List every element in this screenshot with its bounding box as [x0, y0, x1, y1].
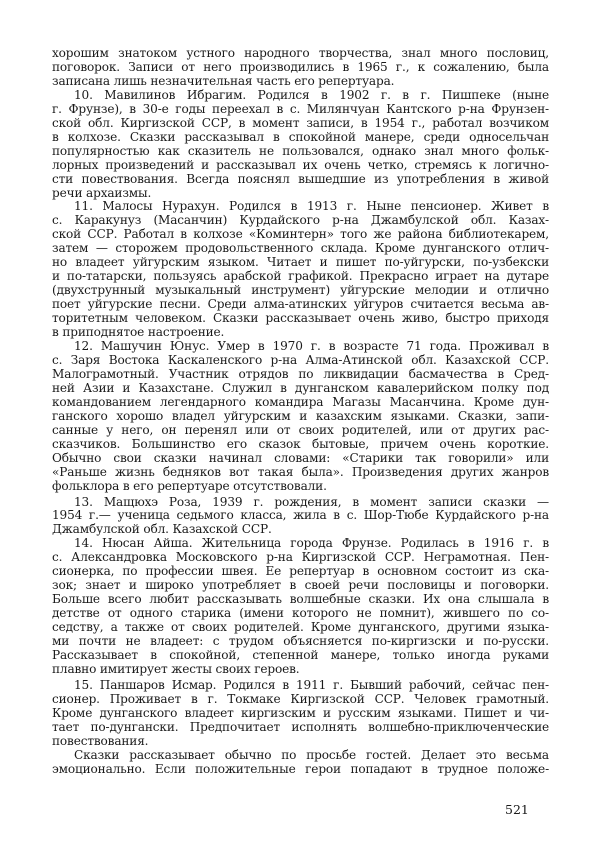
text-line: 13. Мащюхэ Роза, 1939 г. рождения, в момент записи сказки —: [74, 494, 549, 509]
text-line: 11. Малосы Нурахун. Родился в 1913 г. Ныне пенсионер. Живет в: [74, 199, 549, 214]
text-line: с. Каракунуз (Масанчин) Курдайского р-на Джамбулской обл. Казах-: [52, 213, 549, 228]
text-line: 14. Нюсан Айша. Жительница города Фрунзе. Родилась в 1916 г. в: [74, 536, 549, 551]
text-line: зок; знает и широко употребляет в своей речи пословицы и поговорки.: [52, 578, 549, 593]
paragraph-entry-10: [52, 89, 549, 201]
text-line: санные у него, он перенял или от своих родителей, или от других рас-: [52, 422, 549, 437]
document-body: [52, 47, 549, 777]
text-line: Джамбулской обл. Казахской ССР.: [52, 522, 272, 537]
text-line: командованием легендарного командира Магазы Масанчина. Кроме дун-: [52, 394, 549, 409]
text-line: торитетным человеком. Сказки рассказывает очень живо, быстро приходя: [52, 311, 549, 326]
paragraph-entry-13: [52, 496, 549, 538]
text-line: ганского хорошо владел уйгурским и казахским языками. Сказки, запи-: [52, 408, 549, 423]
paragraph-continuation: [52, 47, 549, 89]
text-line: фольклора в его репертуаре отсутствовали.: [52, 478, 327, 493]
text-line: в колхозе. Сказки рассказывал в спокойной манере, среди односельчан: [52, 129, 549, 144]
text-line: ней Азии и Казахстане. Служил в дунганском кавалерийском полку под: [52, 380, 549, 395]
text-line: речи архаизмы.: [52, 185, 152, 200]
text-line: поет уйгурские песни. Среди алма-атинских уйгуров считается весьма ав-: [52, 297, 549, 312]
text-line: ской обл. Киргизской ССР, в момент записи, в 1954 г., работал возчиком: [52, 115, 549, 130]
text-line: сти повествования. Всегда пояснял вышедшие из употребления в живой: [52, 171, 549, 186]
text-line: Малограмотный. Участник отрядов по ликвидации басмачества в Сред-: [52, 366, 549, 381]
paragraph-entry-14: [52, 537, 549, 677]
text-line: затем — сторожем продовольственного склада. Кроме дунганского отлич-: [52, 241, 549, 256]
text-line: Сказки рассказывает обычно по просьбе гостей. Делает это весьма: [74, 747, 549, 762]
text-line: Кроме дунганского владеет киргизским и русским языками. Пишет и чи-: [52, 705, 549, 720]
paragraph-entry-15: [52, 679, 549, 749]
text-line: плавно имитирует жесты своих героев.: [52, 661, 300, 676]
text-line: повествования.: [52, 733, 149, 748]
text-line: но владеет уйгурским языком. Читает и пишет по-уйгурски, по-узбекски: [52, 255, 549, 270]
text-line: тает по-дунгански. Предпочитает исполнять волшебно-приключенческие: [52, 719, 549, 734]
text-line: популярностью как сказитель не пользовался, однако знал много фольк-: [52, 143, 549, 158]
text-line: с. Александровка Московского р-на Киргизской ССР. Неграмотная. Пен-: [52, 550, 549, 565]
text-line: ской ССР. Работал в колхозе «Коминтерн» того же района библиотекарем,: [52, 227, 549, 242]
paragraph-final: [52, 749, 549, 777]
text-line: поговорок. Записи от него производились в 1965 г., к сожалению, была: [52, 59, 549, 74]
text-line: сионерка, по профессии швея. Ее репертуар в основном состоит из ска-: [52, 564, 549, 579]
text-line: седству, а также от своих родителей. Кроме дунганского, другими языка-: [52, 620, 549, 635]
paragraph-entry-11: [52, 200, 549, 340]
text-line: сказчиков. Большинство его сказок бытовые, причем очень короткие.: [52, 436, 549, 451]
text-line: Рассказывает в спокойной, степенной манере, только иногда руками: [52, 647, 549, 662]
text-line: Больше всего любит рассказывать волшебные сказки. Их она слышала в: [52, 592, 549, 607]
text-line: Обычно свои сказки начинал словами: «Старики так говорили» или: [52, 450, 549, 465]
text-line: «Раньше жизнь бедняков вот такая была». Произведения других жанров: [52, 464, 549, 479]
paragraph-entry-12: [52, 340, 549, 493]
text-line: г. Фрунзе), в 30-е годы переехал в с. Милянчуан Кантского р-на Фрунзен-: [52, 101, 549, 116]
text-line: 1954 г.— ученица седьмого класса, жила в с. Шор-Тюбе Курдайского р-на: [52, 508, 549, 523]
text-line: (двухструнный музыкальный инструмент) уйгурские мелодии и отлично: [52, 283, 549, 298]
page-number: 521: [505, 802, 529, 817]
text-line: 15. Паншаров Исмар. Родился в 1911 г. Бывший рабочий, сейчас пен-: [74, 677, 549, 692]
text-line: в приподнятое настроение.: [52, 325, 225, 340]
text-line: и по-татарски, пользуясь арабской графикой. Прекрасно играет на дутаре: [52, 269, 549, 284]
text-line: детстве от одного старика (имени которого не помнит), жившего по со-: [52, 606, 549, 621]
text-line: ми почти не владеет: с трудом объясняется по-киргизски и по-русски.: [52, 634, 549, 649]
text-line: 10. Мавилинов Ибрагим. Родился в 1902 г. в г. Пишпеке (ныне: [74, 87, 549, 102]
text-line: эмоционально. Если положительные герои попадают в трудное положе-: [52, 761, 549, 776]
text-line: лорных произведений и рассказывал их очень четко, стремясь к логично-: [52, 157, 549, 172]
text-line: записана лишь незначительная часть его репертуара.: [52, 73, 395, 88]
text-line: хорошим знатоком устного народного творчества, знал много пословиц,: [52, 46, 549, 60]
text-line: с. Заря Востока Каскаленского р-на Алма-Атинской обл. Казахской ССР.: [52, 352, 549, 367]
text-line: 12. Машучин Юнус. Умер в 1970 г. в возрасте 71 года. Проживал в: [74, 339, 549, 354]
text-line: сионер. Проживает в г. Токмаке Киргизской ССР. Человек грамотный.: [52, 691, 549, 706]
